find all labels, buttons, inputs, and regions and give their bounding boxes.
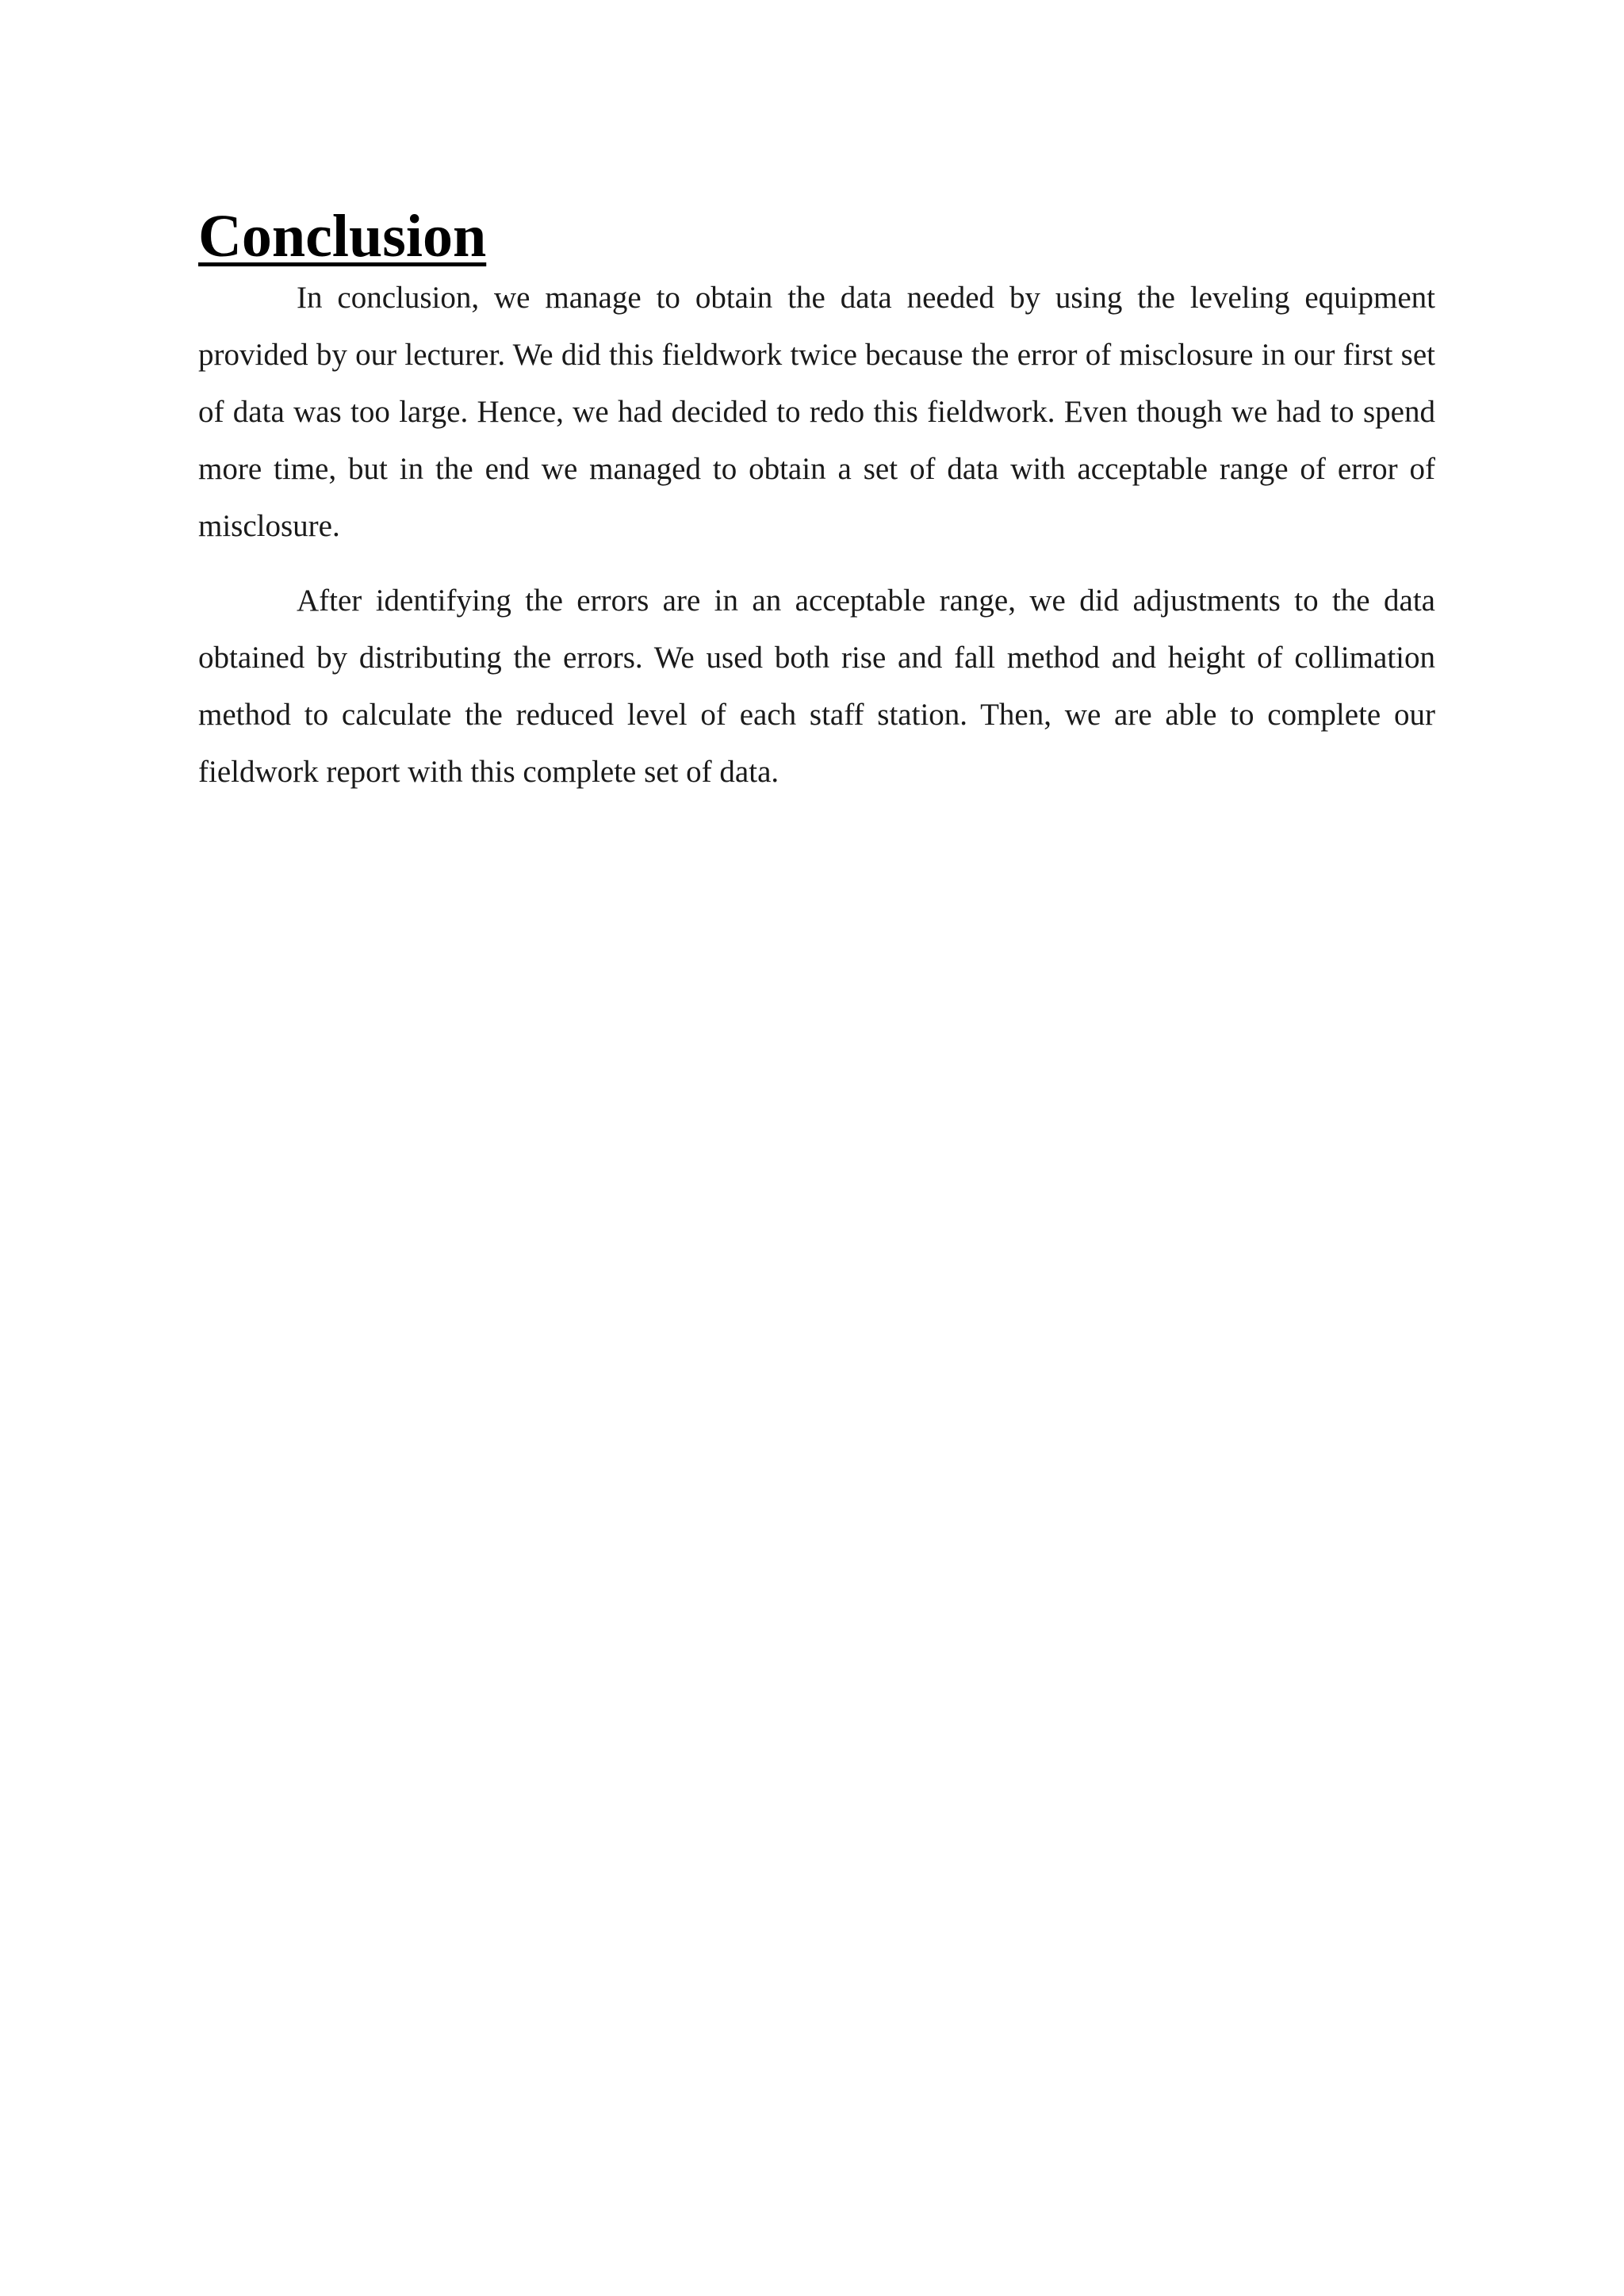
document-content [198, 198, 1435, 801]
section-heading: Conclusion [198, 203, 487, 270]
paragraph-1: In conclusion, we manage to obtain the data needed by using the leveling equipment provided by our lecturer. We did this fieldwork twice because the error of misclosure in our first set of data was too large. Hence, we had decided to redo this fieldwork. Even though we had to spend more time, but in the end we managed to obtain a set of data with acceptable range of error of misclosure. [198, 281, 1435, 543]
paragraph-2: After identifying the errors are in an acceptable range, we did adjustments to the data obtained by distributing the errors. We used both rise and fall method and height of collimation method to calculate the reduced level of each staff station. Then, we are able to complete our fieldwork report with this complete set of data. [198, 584, 1435, 789]
